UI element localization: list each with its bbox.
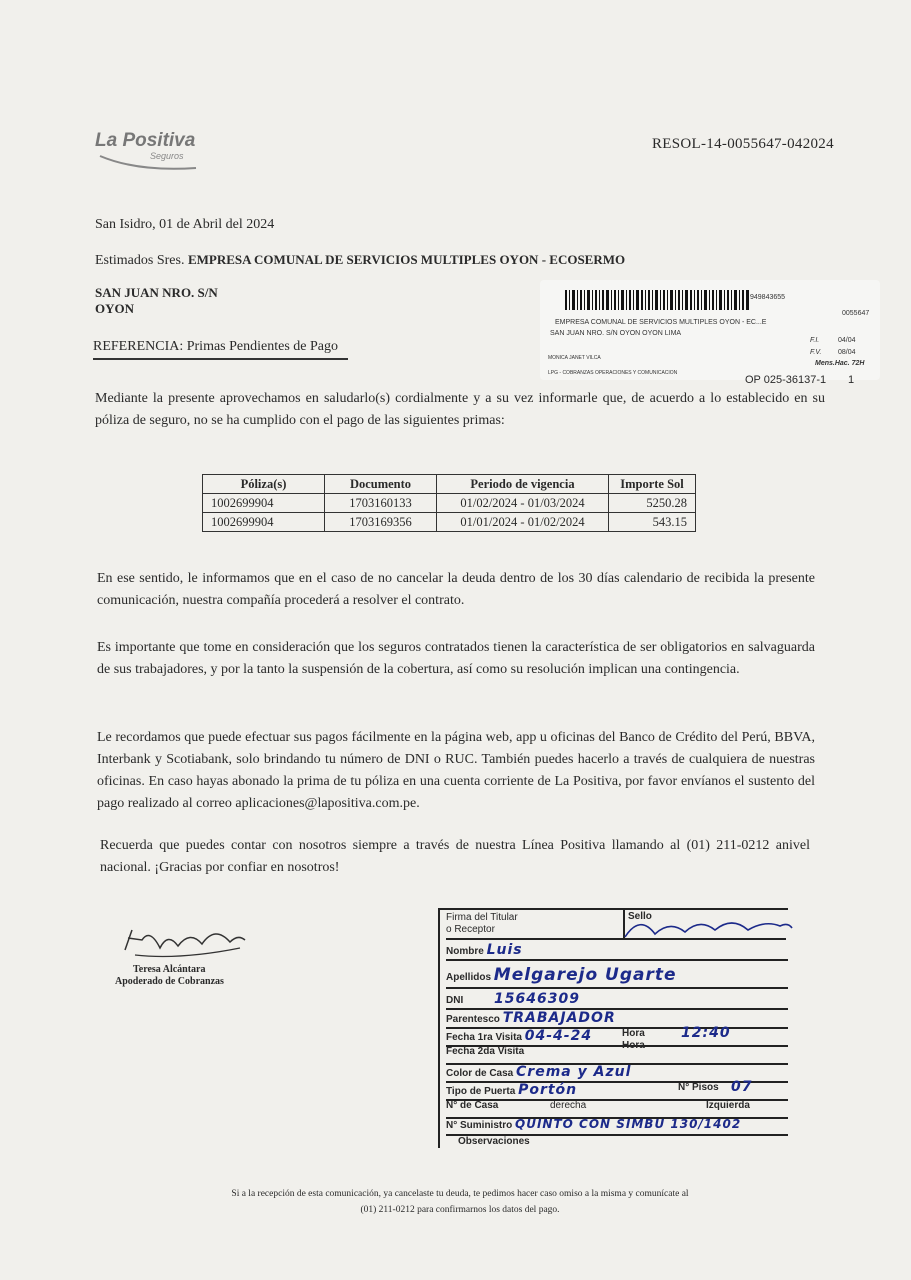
paragraph-1: En ese sentido, le informamos que en el caso de no cancelar la deuda dentro de los 30 días calendario de recibida la presente comunicación, nuestra compañía procederá a resolver el contrato.	[97, 571, 815, 608]
pisos-label: N° Pisos	[678, 1082, 719, 1093]
fecha1-label: Fecha 1ra Visita	[446, 1032, 522, 1043]
barcode-icon	[565, 290, 750, 310]
company-logo: La Positiva	[95, 130, 196, 151]
cell-poliza: 1002699904	[203, 513, 325, 532]
address-line2: OYON	[95, 301, 134, 316]
fecha1-value: 04-4-24	[524, 1028, 593, 1044]
footer-line2: (01) 211-0212 para confirmarnos los datos del pago.	[360, 1205, 560, 1215]
footer-line1: Si a la recepción de esta comunicación, ya cancelaste tu deuda, te pedimos hacer caso omiso a la misma y comunícate al	[231, 1189, 689, 1199]
parentesco-label: Parentesco	[446, 1014, 500, 1025]
signer-title: Apoderado de Cobranzas	[115, 976, 224, 987]
cell-periodo: 01/01/2024 - 01/02/2024	[437, 513, 609, 532]
derecha-label: derecha	[550, 1100, 587, 1111]
apellidos-row	[446, 965, 788, 989]
postal-sticker	[540, 280, 880, 380]
footer-note	[150, 1186, 770, 1218]
sticker-address: SAN JUAN NRO. S/N OYON OYON LIMA	[550, 330, 682, 337]
cell-importe: 5250.28	[609, 494, 696, 513]
hora2-label: Hora	[622, 1040, 645, 1051]
address-line1: SAN JUAN NRO. S/N	[95, 285, 218, 300]
paragraph-3: Le recordamos que puede efectuar sus pagos fácilmente en la página web, app u oficinas del Banco de Crédito del Perú, BBVA, Interbank y Scotiabank, solo brindando tu número de DNI o RUC. También puedes hacerlo a través de cualquiera de nuestras oficinas. En caso hayas abonado la prima de tu póliza en una cuenta corriente de La Positiva, por favor envíanos el sustento del pago realizado al correo aplicaciones@lapositiva.com.pe.	[97, 730, 815, 811]
company-name: EMPRESA COMUNAL DE SERVICIOS MULTIPLES OYON - ECOSERMO	[187, 252, 626, 267]
suministro-row	[446, 1117, 788, 1136]
fv-label: F.V.	[810, 349, 822, 356]
cell-poliza: 1002699904	[203, 494, 325, 513]
fv-value: 08/04	[838, 349, 856, 356]
firma-label-1: Firma del Titular	[446, 912, 518, 923]
parentesco-row	[446, 1010, 788, 1029]
fi-value: 04/04	[838, 337, 856, 344]
op-count: 1	[848, 374, 855, 386]
nombre-label: Nombre	[446, 946, 484, 957]
nombre-value: Luis	[486, 942, 523, 958]
color-label: Color de Casa	[446, 1068, 514, 1079]
suministro-value: QUINTO CON SIMBU 130/1402	[515, 1117, 742, 1131]
sticker-company: EMPRESA COMUNAL DE SERVICIOS MULTIPLES OYON - EC...E	[555, 319, 767, 326]
hora-label: Hora	[622, 1028, 645, 1039]
color-value: Crema y Azul	[516, 1064, 632, 1080]
cell-documento: 1703160133	[325, 494, 437, 513]
puerta-row	[446, 1079, 788, 1101]
dni-value: 15646309	[494, 991, 580, 1007]
fecha2-label: Fecha 2da Visita	[446, 1046, 525, 1057]
stamp-signature-icon	[620, 912, 795, 947]
fi-label: F.I.	[810, 337, 820, 344]
firma-label-2: o Receptor	[446, 924, 495, 935]
sello-label: Sello	[628, 911, 652, 922]
date-line: San Isidro, 01 de Abril del 2024	[95, 217, 275, 232]
suministro-label: N° Suministro	[446, 1120, 513, 1131]
col-documento: Documento	[325, 475, 437, 494]
cell-documento: 1703169356	[325, 513, 437, 532]
greeting	[95, 249, 625, 272]
table-header-row	[203, 475, 696, 494]
paragraph-2: Es importante que tome en consideración que los seguros contratados tienen la característica de ser obligatorios en salvaguarda de sus trabajadores, y por la tanto la suspensión de la cobertura, así como su resolución implican una contingencia.	[97, 640, 815, 677]
pisos-value: 07	[731, 1079, 753, 1095]
observaciones-label: Observaciones	[458, 1136, 530, 1147]
intro-paragraph: Mediante la presente aprovechamos en saludarlo(s) cordialmente y a su vez informarle que, de acuerdo a lo establecido en su póliza de seguro, no se ha cumplido con el pago de las siguientes primas:	[95, 391, 825, 428]
puerta-label: Tipo de Puerta	[446, 1086, 516, 1097]
fecha1-row	[446, 1025, 788, 1047]
puerta-value: Portón	[518, 1082, 578, 1098]
ncasa-label: N° de Casa	[446, 1100, 499, 1111]
apellidos-value: Melgarejo Ugarte	[493, 965, 677, 985]
signature-scribble-icon	[120, 920, 250, 965]
cell-periodo: 01/02/2024 - 01/03/2024	[437, 494, 609, 513]
fecha2-row	[446, 1040, 788, 1065]
parentesco-value: TRABAJADOR	[502, 1010, 616, 1026]
dni-label: DNI	[446, 995, 464, 1006]
sticker-dept: LPG - COBRANZAS OPERACIONES Y COMUNICACION	[548, 370, 678, 376]
op-number: OP 025-36137-1	[745, 374, 827, 386]
dni-row	[446, 991, 788, 1010]
premiums-table	[202, 474, 696, 532]
col-importe: Importe Sol	[609, 475, 696, 494]
barcode-number: 949843655	[750, 294, 786, 301]
sticker-code: 0055647	[842, 310, 870, 317]
logo-subtitle: Seguros	[150, 151, 184, 161]
table-row	[203, 513, 696, 532]
reference-line: REFERENCIA: Primas Pendientes de Pago	[93, 336, 348, 360]
cell-importe: 543.15	[609, 513, 696, 532]
col-poliza: Póliza(s)	[203, 475, 325, 494]
paragraph-4: Recuerda que puedes contar con nosotros siempre a través de nuestra Línea Positiva llamando al (01) 211-0212 anivel nacional. ¡Gracias por confiar en nosotros!	[100, 838, 810, 875]
izquierda-label: Izquierda	[706, 1100, 750, 1111]
col-periodo: Periodo de vigencia	[437, 475, 609, 494]
signer-name: Teresa Alcántara	[133, 964, 206, 975]
hora-value: 12:40	[681, 1025, 731, 1041]
greeting-prefix: Estimados Sres.	[95, 253, 185, 268]
table-row	[203, 494, 696, 513]
apellidos-label: Apellidos	[446, 972, 492, 983]
sticker-contact: MONICA JANET VILCA	[548, 355, 601, 361]
resolution-number: RESOL-14-0055647-042024	[652, 136, 834, 152]
mens-label: Mens.Hac. 72H	[815, 360, 865, 367]
